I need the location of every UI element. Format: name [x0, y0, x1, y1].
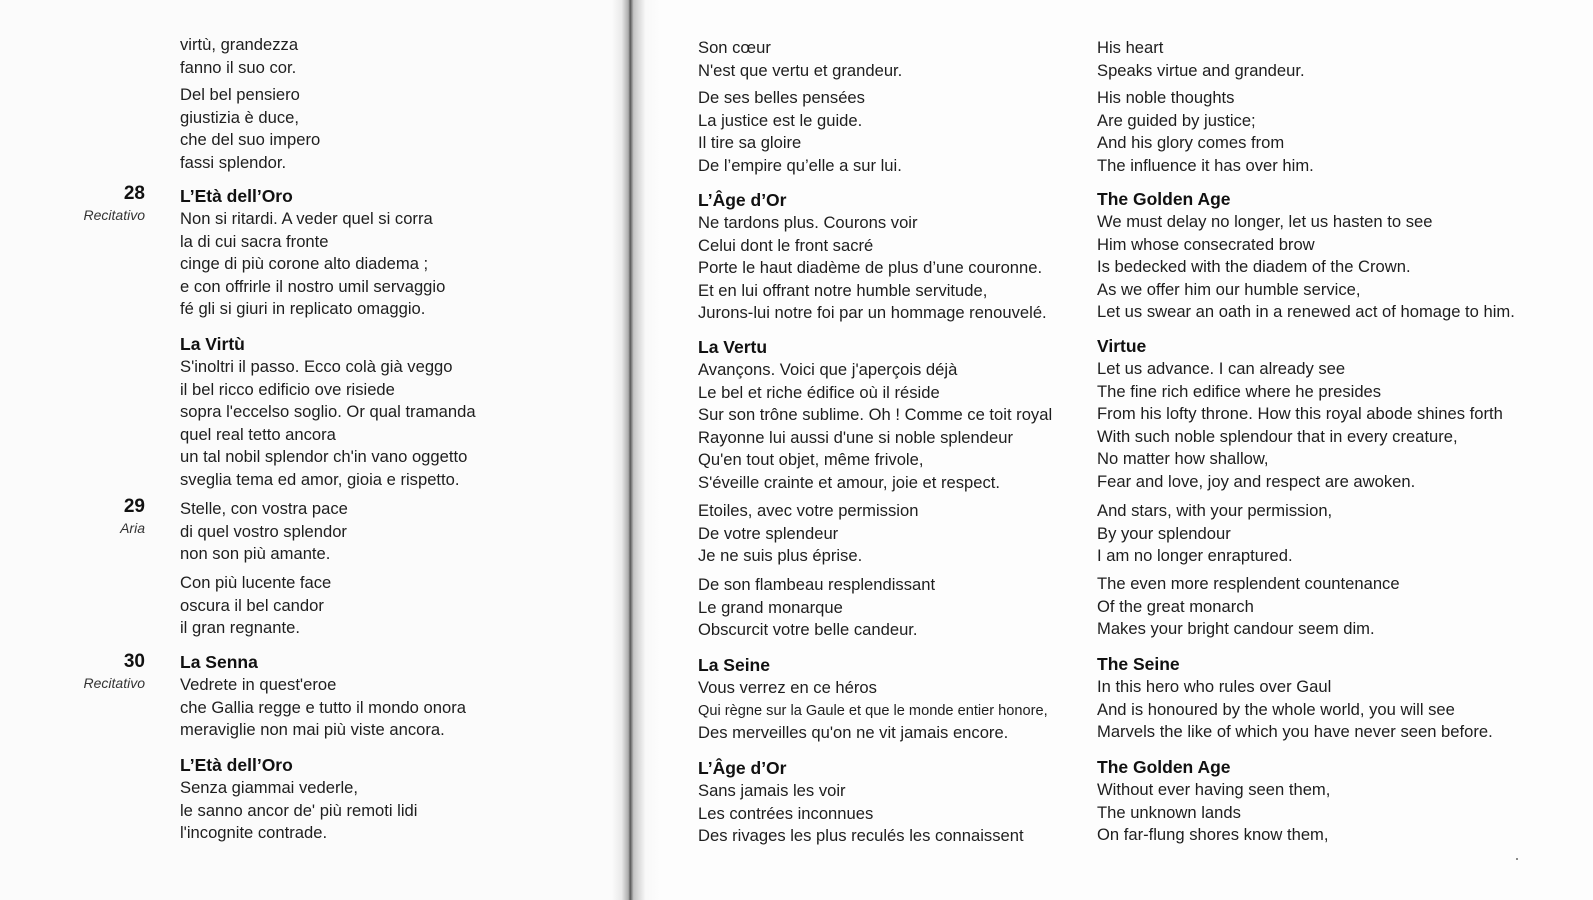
- verse-line: Il tire sa gloire: [698, 133, 802, 153]
- verse-line: oscura il bel candor: [180, 595, 324, 615]
- verse-line: De ses belles pensées: [698, 88, 865, 107]
- verse-line: The fine rich edifice where he presides: [1097, 381, 1382, 401]
- verse-line: Non si ritardi. A veder quel si corra: [180, 209, 433, 228]
- verse-line: giustizia è duce,: [180, 107, 299, 127]
- verse-line: Sur son trône sublime. Oh ! Comme ce toit royal: [698, 405, 1053, 425]
- verse-line: S'éveille crainte et amour, joie et respect.: [698, 472, 1001, 492]
- verse-line: Qu'en tout objet, même frivole,: [698, 450, 924, 470]
- character-heading: La Virtù: [180, 334, 245, 354]
- verse-line: Marvels the like of which you have never seen before.: [1097, 722, 1493, 742]
- verse-line: With such noble splendour that in every creature,: [1097, 426, 1458, 446]
- verse-line: Con più lucente face: [180, 573, 332, 592]
- verse-line: Ne tardons plus. Courons voir: [698, 213, 918, 232]
- verse-line: Des merveilles qu'on ne vit jamais encore.: [698, 723, 1009, 743]
- verse-line: We must delay no longer, let us hasten to see: [1097, 212, 1433, 231]
- verse-line: And his glory comes from: [1097, 133, 1285, 153]
- verse-line: Celui dont le front sacré: [698, 235, 874, 255]
- verse-line: By your splendour: [1097, 523, 1231, 543]
- verse-line: I am no longer enraptured.: [1097, 546, 1293, 566]
- character-heading: L’Età dell’Oro: [180, 755, 293, 775]
- book-spine-shadow: [612, 0, 660, 900]
- verse-line: Obscurcit votre belle candeur.: [698, 620, 918, 640]
- verse-block: [698, 336, 1093, 495]
- verse-line: De votre splendeur: [698, 523, 839, 543]
- verse-block: [698, 574, 1093, 642]
- verse-line: meraviglie non mai più viste ancora.: [180, 720, 445, 740]
- verse-line: Qui règne sur la Gaule et que le monde entier honore,: [698, 702, 1048, 719]
- verse-line: sveglia tema ed amor, gioia e rispetto.: [180, 469, 460, 489]
- verse-block: [180, 185, 600, 321]
- verse-line: virtù, grandezza: [180, 35, 299, 54]
- verse-line: And is honoured by the whole world, you will see: [1097, 699, 1455, 719]
- verse-line: la di cui sacra fronte: [180, 231, 329, 251]
- verse-line: Is bedecked with the diadem of the Crown.: [1097, 257, 1411, 277]
- verse-line: From his lofty throne. How this royal abode shines forth: [1097, 404, 1503, 424]
- verse-line: le sanno ancor de' più remoti lidi: [180, 800, 418, 820]
- character-heading: The Golden Age: [1097, 757, 1231, 777]
- character-heading: La Senna: [180, 652, 258, 672]
- verse-block: [1097, 87, 1537, 177]
- verse-line: Je ne suis plus éprise.: [698, 546, 863, 566]
- character-heading: The Golden Age: [1097, 189, 1231, 209]
- verse-line: N'est que vertu et grandeur.: [698, 60, 903, 80]
- verse-line: Son cœur: [698, 38, 771, 57]
- character-heading: La Vertu: [698, 337, 768, 357]
- verse-block: [180, 754, 600, 845]
- verse-line: quel real tetto ancora: [180, 424, 336, 444]
- verse-line: No matter how shallow,: [1097, 449, 1269, 469]
- verse-line: cinge di più corone alto diadema ;: [180, 254, 429, 274]
- page-speck: [1516, 858, 1518, 860]
- verse-line: Him whose consecrated brow: [1097, 234, 1315, 254]
- character-heading: L’Âge d’Or: [698, 190, 787, 210]
- verse-line: fassi splendor.: [180, 152, 287, 172]
- verse-block: [698, 189, 1093, 325]
- track-28: [40, 183, 145, 225]
- verse-line: che Gallia regge e tutto il mondo onora: [180, 697, 466, 717]
- verse-line: His noble thoughts: [1097, 88, 1235, 107]
- track-number: 29: [123, 496, 145, 517]
- verse-block: [180, 651, 600, 742]
- verse-block: [698, 500, 1093, 568]
- verse-line: che del suo impero: [180, 130, 321, 150]
- verse-line: And stars, with your permission,: [1097, 501, 1333, 520]
- verse-block: [180, 84, 600, 174]
- verse-block: [1097, 188, 1537, 324]
- verse-line: The even more resplendent countenance: [1097, 574, 1400, 593]
- verse-line: The influence it has over him.: [1097, 155, 1314, 175]
- verse-line: un tal nobil splendor ch'in vano oggetto: [180, 447, 468, 467]
- verse-block: [698, 654, 1093, 745]
- track-form: Recitativo: [83, 207, 145, 223]
- character-heading: L’Età dell’Oro: [180, 186, 293, 206]
- verse-block: [180, 34, 600, 79]
- verse-line: di quel vostro splendor: [180, 521, 347, 541]
- verse-line: In this hero who rules over Gaul: [1097, 677, 1332, 696]
- track-number: 28: [123, 183, 145, 204]
- character-heading: The Seine: [1097, 654, 1180, 674]
- verse-line: Without ever having seen them,: [1097, 780, 1331, 799]
- verse-line: Porte le haut diadème de plus d’une couronne.: [698, 258, 1043, 278]
- verse-line: Of the great monarch: [1097, 596, 1254, 616]
- verse-block: [180, 572, 600, 640]
- verse-line: Senza giammai vederle,: [180, 778, 359, 797]
- verse-block: [180, 498, 600, 566]
- track-number: 30: [123, 651, 145, 672]
- verse-line: Vous verrez en ce héros: [698, 678, 877, 697]
- verse-line: Speaks virtue and grandeur.: [1097, 60, 1305, 80]
- verse-line: Sans jamais les voir: [698, 781, 846, 800]
- verse-line: Les contrées inconnues: [698, 803, 874, 823]
- verse-line: non son più amante.: [180, 544, 331, 564]
- verse-line: Fear and love, joy and respect are awoken.: [1097, 471, 1416, 491]
- verse-line: Rayonne lui aussi d'une si noble splendeur: [698, 427, 1013, 447]
- verse-line: Et en lui offrant notre humble servitude,: [698, 280, 988, 300]
- verse-block: [1097, 335, 1537, 494]
- verse-line: Jurons-lui notre foi par un hommage renouvelé.: [698, 303, 1047, 323]
- verse-block: [698, 757, 1093, 848]
- verse-line: Let us swear an oath in a renewed act of homage to him.: [1097, 302, 1515, 322]
- verse-line: S'inoltri il passo. Ecco colà già veggo: [180, 357, 453, 376]
- verse-line: His heart: [1097, 38, 1164, 57]
- verse-line: Le grand monarque: [698, 597, 843, 617]
- verse-block: [180, 333, 600, 492]
- character-heading: L’Âge d’Or: [698, 758, 787, 778]
- verse-line: Etoiles, avec votre permission: [698, 501, 919, 520]
- verse-line: Del bel pensiero: [180, 85, 300, 104]
- verse-line: Stelle, con vostra pace: [180, 499, 348, 518]
- track-29: [40, 496, 145, 538]
- track-30: [40, 651, 145, 693]
- character-heading: Virtue: [1097, 336, 1147, 356]
- verse-line: De son flambeau resplendissant: [698, 575, 936, 594]
- track-form: Aria: [120, 520, 145, 536]
- verse-line: On far-flung shores know them,: [1097, 825, 1329, 845]
- verse-line: il gran regnante.: [180, 618, 300, 638]
- verse-block: [698, 87, 1093, 177]
- verse-line: De l’empire qu’elle a sur lui.: [698, 155, 902, 175]
- verse-block: [1097, 500, 1537, 568]
- verse-line: Makes your bright candour seem dim.: [1097, 619, 1375, 639]
- verse-line: fé gli si giuri in replicato omaggio.: [180, 299, 426, 319]
- verse-block: [1097, 573, 1537, 641]
- verse-line: Let us advance. I can already see: [1097, 359, 1346, 378]
- verse-block: [1097, 756, 1537, 847]
- verse-line: Avançons. Voici que j'aperçois déjà: [698, 360, 958, 379]
- verse-line: sopra l'eccelso soglio. Or qual tramanda: [180, 402, 476, 422]
- verse-block: [698, 37, 1093, 82]
- verse-line: La justice est le guide.: [698, 110, 863, 130]
- verse-line: Vedrete in quest'eroe: [180, 675, 337, 694]
- verse-line: The unknown lands: [1097, 802, 1241, 822]
- verse-line: Des rivages les plus reculés les connaissent: [698, 826, 1024, 846]
- verse-line: il bel ricco edificio ove risiede: [180, 379, 395, 399]
- verse-line: Are guided by justice;: [1097, 110, 1256, 130]
- verse-line: fanno il suo cor.: [180, 57, 297, 77]
- verse-line: l'incognite contrade.: [180, 823, 328, 843]
- character-heading: La Seine: [698, 655, 770, 675]
- verse-block: [1097, 653, 1537, 744]
- verse-line: As we offer him our humble service,: [1097, 279, 1361, 299]
- track-form: Recitativo: [83, 675, 145, 691]
- verse-block: [1097, 37, 1537, 82]
- verse-line: e con offrirle il nostro umil servaggio: [180, 276, 446, 296]
- verse-line: Le bel et riche édifice où il réside: [698, 382, 940, 402]
